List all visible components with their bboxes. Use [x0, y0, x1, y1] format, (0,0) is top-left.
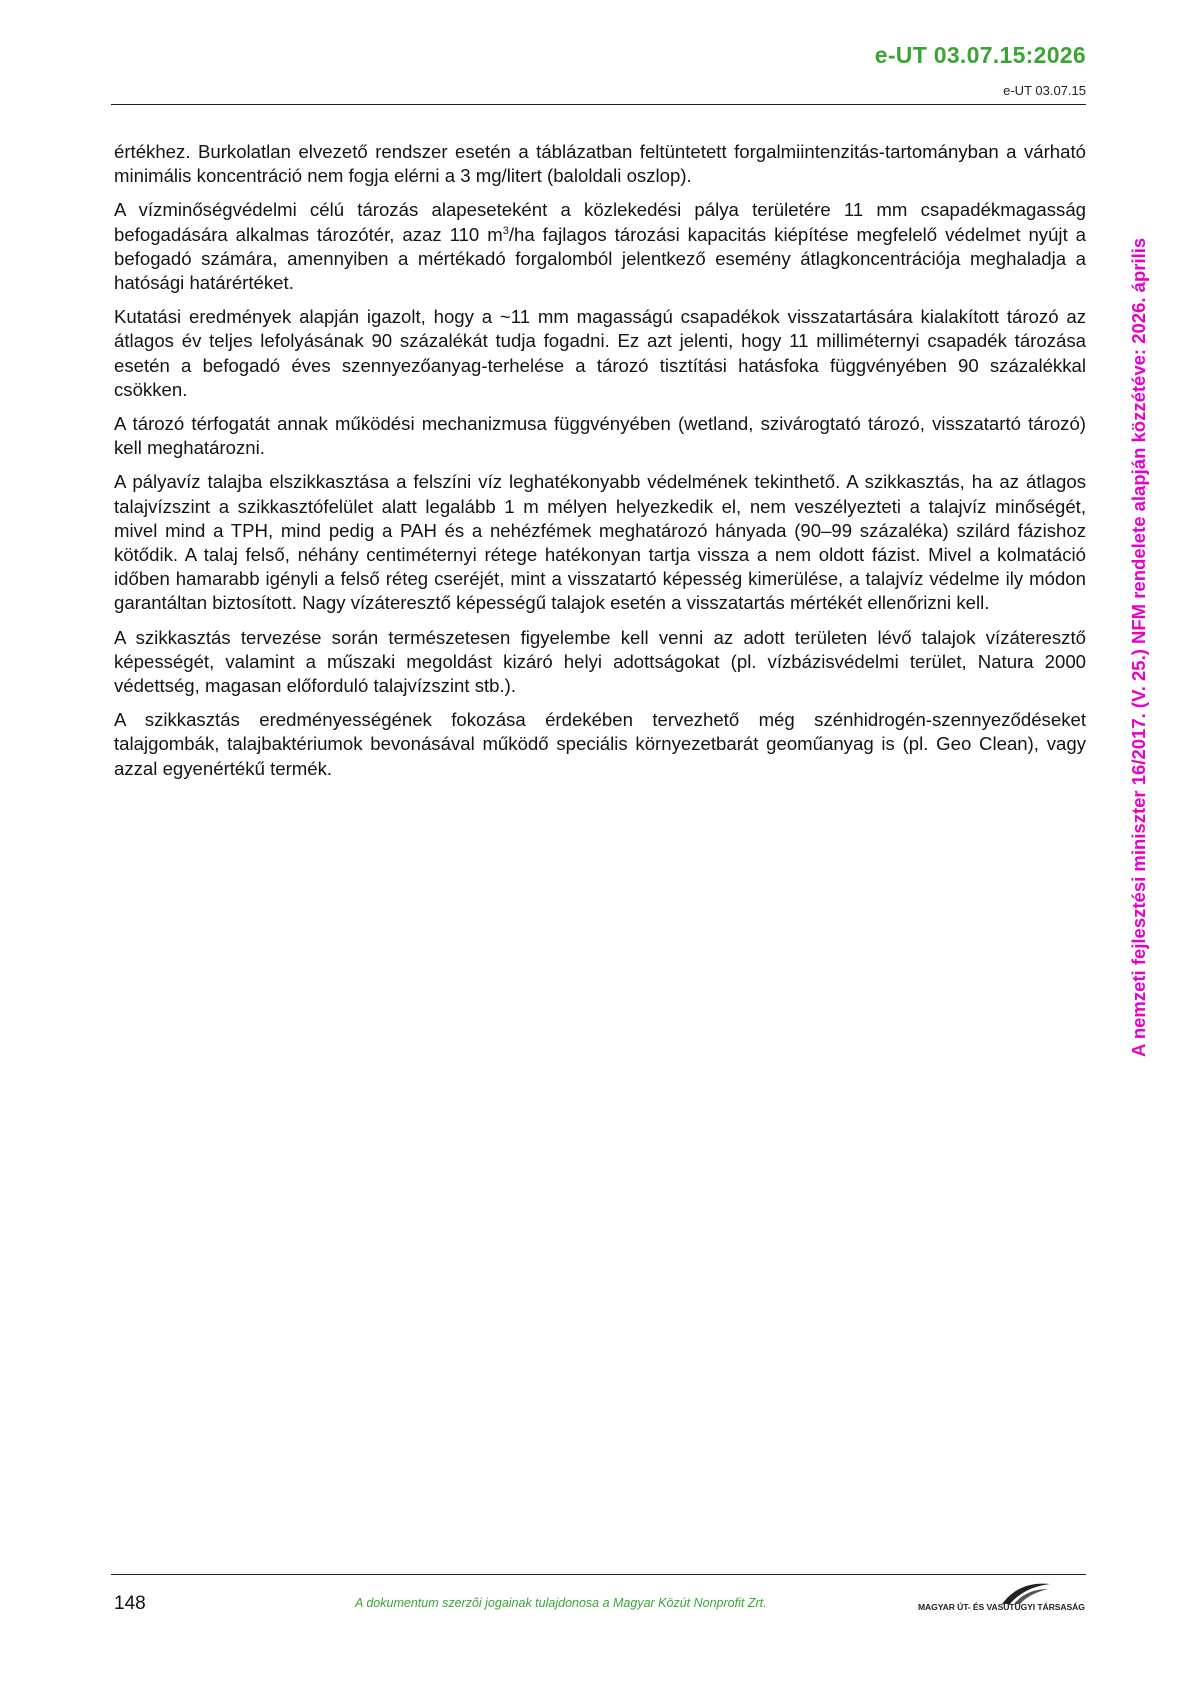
paragraph: Kutatási eredmények alapján igazolt, hogy a ~11 mm magasságú csapadékok visszatartására kialakított tározó az átlagos év teljes lefolyásának 90 százalékát tudja fogadni. Ez azt jelenti, hogy 11 milliméternyi csapadék tározása esetén a befogadó éves szennyezőanyag-terhelése a tározó tisztítási hatásfoka függvényében 90 százalékkal csökken. — [114, 306, 1086, 400]
copyright-notice: A dokumentum szerzői jogainak tulajdonosa a Magyar Közút Nonprofit Zrt. — [355, 1596, 767, 1610]
publication-side-note — [1128, 162, 1150, 1057]
footer-divider — [111, 1574, 1086, 1575]
paragraph: A pályavíz talajba elszikkasztása a felszíni víz leghatékonyabb védelmének tekinthető. A szikkasztás, ha az átlagos talajvízszint a szikkasztófelület alatt legalább 1 m mélyen helyezkedik el, nem veszélyezteti a talajvíz minőségét, mivel mind a TPH, mind pedig a PAH és a nehézfémek meghatározó hányada (90–99 százaléka) szilárd fázishoz kötődik. A talaj felső, néhány centiméternyi rétege hatékonyan tartja vissza a nem oldott fázist. Mivel a kolmatáció időben hamarabb igényli a felső réteg cseréjét, mint a visszatartó képesség kimerülése, a talajvíz védelme ily módon garantáltan biztosított. Nagy vízáteresztő képességű talajok esetén a visszatartás mértékét ellenőrizni kell. — [114, 471, 1086, 614]
document-code-short: e-UT 03.07.15 — [1003, 83, 1086, 98]
document-code: e-UT 03.07.15:2026 — [874, 42, 1086, 68]
superscript: 3 — [502, 224, 509, 237]
society-logo — [918, 1580, 1088, 1620]
page-number: 148 — [114, 1593, 146, 1614]
body-text — [114, 140, 1086, 791]
paragraph-text-part: A vízminőségvédelmi célú tározás alapeseteként a közlekedési pálya területére 11 mm csapadékmagasság befogadására alkalmas tározótér, azaz 110 m — [114, 199, 1086, 245]
paragraph — [114, 198, 1086, 295]
side-note-text: A nemzeti fejlesztési miniszter 16/2017. (V. 25.) NFM rendelete alapján közzétéve: 2026. április — [1128, 237, 1149, 1057]
header-divider — [111, 104, 1086, 105]
paragraph: A szikkasztás tervezése során természetesen figyelembe kell venni az adott területen lévő talajok vízáteresztő képességét, valamint a műszaki megoldást kizáró helyi adottságokat (pl. vízbázisvédelmi terület, Natura 2000 védettség, magasan előforduló talajvízszint stb.). — [114, 626, 1086, 697]
paragraph: A szikkasztás eredményességének fokozása érdekében tervezhető még szénhidrogén-szennyeződéseket talajgombák, talajbaktériumok bevonásával működő speciális környezetbarát geoműanyag is (pl. Geo Clean), vagy azzal egyenértékű termék. — [114, 709, 1086, 779]
logo-text: MAGYAR ÚT- ÉS VASÚTÜGYI TÁRSASÁG — [918, 1602, 1085, 1612]
paragraph-text-part: /ha fajlagos tározási kapacitás kiépítése megfelelő védelmet nyújt a befogadó számára, amennyiben a mértékadó forgalomból jelentkező esemény átlagkoncentrációja meghaladja a hatósági határértéket. — [114, 223, 1087, 294]
paragraph: értékhez. Burkolatlan elvezető rendszer esetén a táblázatban feltüntetett forgalmiintenzitás-tartományban a várható minimális koncentráció nem fogja elérni a 3 mg/litert (baloldali oszlop). — [114, 141, 1086, 187]
paragraph: A tározó térfogatát annak működési mechanizmusa függvényében (wetland, szivárogtató tározó, visszatartó tározó) kell meghatározni. — [114, 413, 1086, 459]
